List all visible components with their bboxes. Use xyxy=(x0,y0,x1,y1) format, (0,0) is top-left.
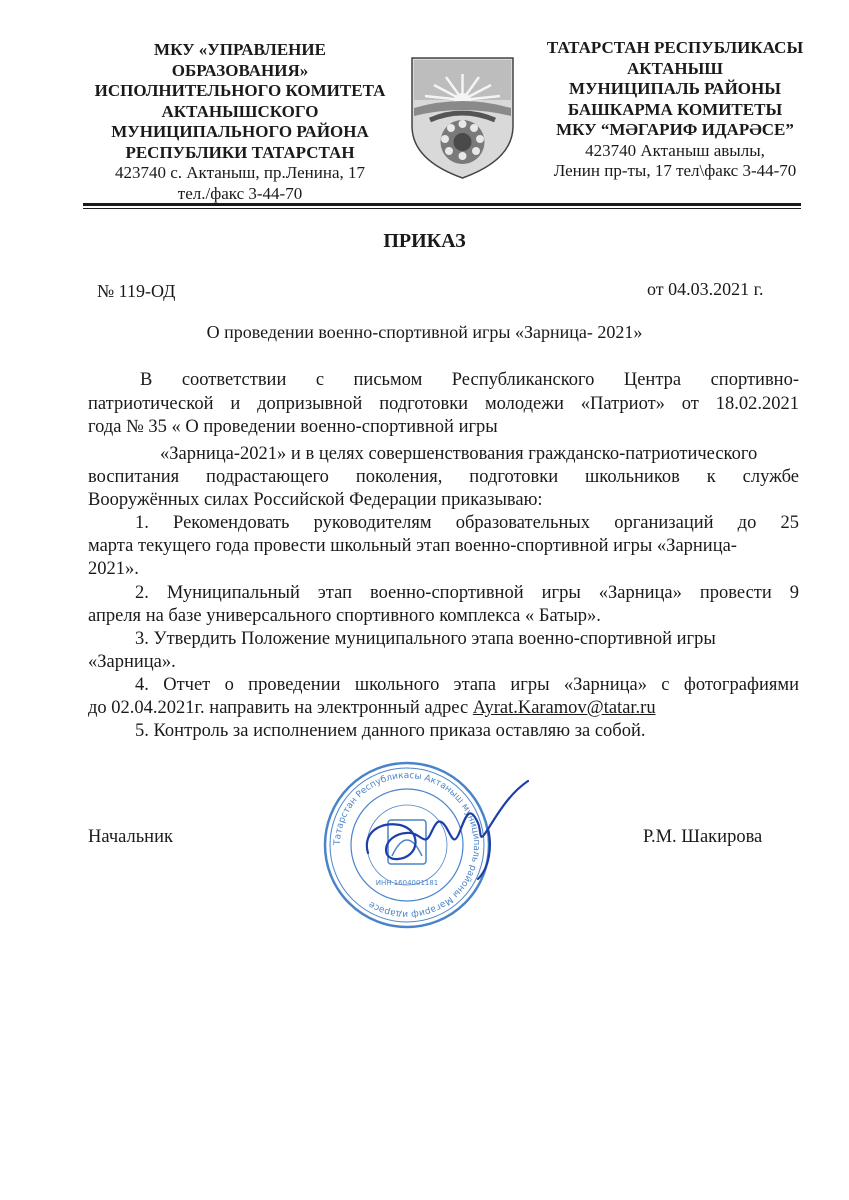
header-right-address: 423740 Актаныш авылы, xyxy=(585,140,765,160)
header-divider-thin xyxy=(83,208,801,209)
document-title: ПРИКАЗ xyxy=(383,230,466,252)
order-item-2: 2. Муниципальный этап военно-спортивной игры «Зарница» провести 9 xyxy=(135,583,799,603)
body-line: воспитания подрастающего поколения, подготовки школьников к службе xyxy=(88,467,799,487)
order-item-1-cont: 2021». xyxy=(88,559,139,579)
body-line: года № 35 « О проведении военно-спортивной игры xyxy=(88,417,498,437)
header-left-line: МКУ «УПРАВЛЕНИЕ xyxy=(154,40,326,59)
order-number: № 119-ОД xyxy=(97,281,176,301)
seal-center-text: ИНН 1604001181 xyxy=(375,879,439,887)
order-item-3-cont: «Зарница». xyxy=(88,652,176,672)
header-left-line: ИСПОЛНИТЕЛЬНОГО КОМИТЕТА xyxy=(94,81,386,100)
order-item-4: 4. Отчет о проведении школьного этапа игры «Зарница» с фотографиями xyxy=(135,675,799,695)
order-date: от 04.03.2021 г. xyxy=(647,279,764,299)
order-item-4-text: до 02.04.2021г. направить на электронный адрес xyxy=(88,698,473,718)
seal-ring-text: Татарстан Республикасы Актаныш муниципаль районы Мәгариф идарәсе xyxy=(332,770,482,920)
body-line: патриотической и допризывной подготовки молодежи «Патриот» от 18.02.2021 xyxy=(88,394,799,414)
body-line: «Зарница-2021» и в целях совершенствования гражданско-патриотического xyxy=(160,444,758,464)
order-item-1: 1. Рекомендовать руководителям образовательных организаций до 25 xyxy=(135,513,799,533)
signatory-position: Начальник xyxy=(88,827,173,847)
header-left-line: МУНИЦИПАЛЬНОГО РАЙОНА xyxy=(111,122,369,141)
header-right-line: БАШКАРМА КОМИТЕТЫ xyxy=(567,99,783,119)
body-line: Вооружённых силах Российской Федерации приказываю: xyxy=(88,490,543,510)
header-right-line: ТАТАРСТАН РЕСПУБЛИКАСЫ xyxy=(546,38,804,57)
header-left-line: ОБРАЗОВАНИЯ» xyxy=(171,60,309,80)
coat-of-arms-icon xyxy=(410,56,515,180)
header-divider xyxy=(83,203,801,206)
order-item-2-cont: апреля на базе универсального спортивного комплекса « Батыр». xyxy=(88,606,601,626)
header-left-line: РЕСПУБЛИКИ ТАТАРСТАН xyxy=(125,142,355,162)
header-right-block xyxy=(520,38,830,182)
handwritten-signature-icon xyxy=(360,775,535,885)
signatory-name: Р.М. Шакирова xyxy=(643,827,763,847)
header-left-address: 423740 с. Актаныш, пр.Ленина, 17 xyxy=(114,163,366,182)
header-left-line: АКТАНЫШСКОГО xyxy=(161,101,319,121)
header-right-line: АКТАНЫШ xyxy=(627,58,723,78)
order-item-1-cont: марта текущего года провести школьный этап военно-спортивной игры «Зарница- xyxy=(88,536,737,556)
header-right-line: МУНИЦИПАЛЬ РАЙОНЫ xyxy=(569,79,781,98)
order-item-4-cont xyxy=(88,697,799,720)
order-subject: О проведении военно-спортивной игры «Зарница- 2021» xyxy=(206,322,643,342)
header-right-phone: Ленин пр-ты, 17 тел\факс 3-44-70 xyxy=(553,161,797,180)
order-item-3: 3. Утвердить Положение муниципального этапа военно-спортивной игры xyxy=(135,629,716,649)
email-link[interactable]: Ayrat.Karamov@tatar.ru xyxy=(472,698,656,718)
header-right-line: МКУ “МӘГАРИФ ИДАРӘСЕ” xyxy=(556,120,794,139)
header-left-block xyxy=(60,40,420,204)
header-left-phone: тел./факс 3-44-70 xyxy=(177,183,303,203)
order-item-5: 5. Контроль за исполнением данного приказа оставляю за собой. xyxy=(135,721,646,741)
body-line: В соответствии с письмом Республиканского Центра спортивно- xyxy=(140,370,799,390)
